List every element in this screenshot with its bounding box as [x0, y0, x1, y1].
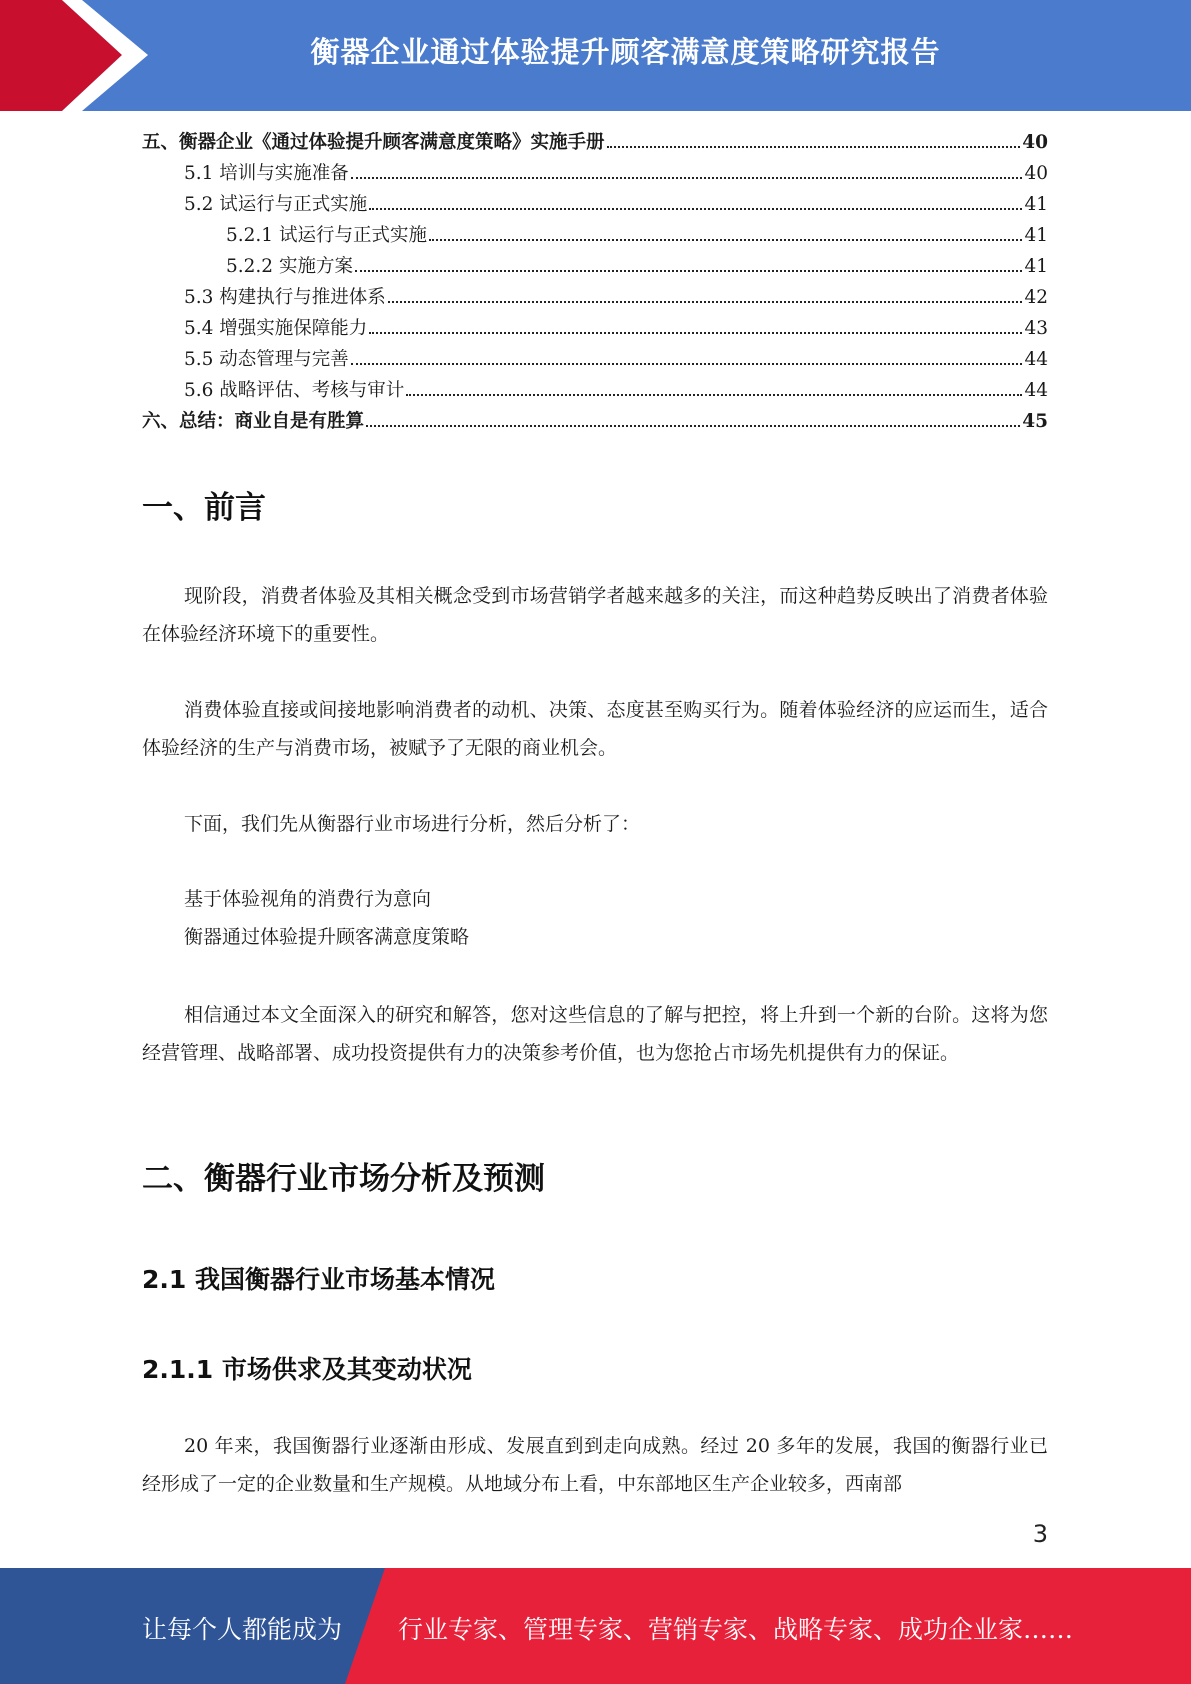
toc-entry-page: 40 — [1024, 163, 1048, 184]
toc-entry-page: 41 — [1024, 256, 1048, 277]
toc-entry-label: 5.4 增强实施保障能力 — [184, 318, 368, 339]
toc-entry[interactable] — [142, 221, 1048, 252]
toc-entry[interactable] — [142, 252, 1048, 283]
toc-leader-dots — [406, 394, 1022, 396]
toc-entry[interactable] — [142, 190, 1048, 221]
toc-leader-dots — [366, 425, 1020, 427]
toc-entry-label: 5.2 试运行与正式实施 — [184, 194, 368, 215]
subsection-heading-2-1: 2.1 我国衡器行业市场基本情况 — [142, 1265, 495, 1294]
toc-entry-label: 5.3 构建执行与推进体系 — [184, 287, 386, 308]
toc-entry[interactable] — [142, 376, 1048, 407]
toc-entry[interactable] — [142, 128, 1048, 159]
toc-entry-page: 41 — [1024, 225, 1048, 246]
page-number: 3 — [1032, 1520, 1048, 1548]
subsection-heading-2-1-1: 2.1.1 市场供求及其变动状况 — [142, 1355, 472, 1384]
preface-paragraph-1: 现阶段，消费者体验及其相关概念受到市场营销学者越来越多的关注，而这种趋势反映出了消费者体验在体验经济环境下的重要性。 — [142, 585, 1048, 645]
toc-leader-dots — [388, 301, 1023, 303]
table-of-contents — [142, 128, 1048, 438]
toc-entry-page: 43 — [1024, 318, 1048, 339]
preface-paragraph-3: 下面，我们先从衡器行业市场进行分析，然后分析了： — [184, 813, 641, 835]
list-item: 基于体验视角的消费行为意向 — [184, 888, 432, 910]
toc-leader-dots — [351, 363, 1023, 365]
toc-entry[interactable] — [142, 314, 1048, 345]
footer-band — [0, 1568, 1191, 1684]
footer-slogan-right: 行业专家、管理专家、营销专家、战略专家、成功企业家…… — [398, 1615, 1074, 1644]
header-band — [0, 0, 1191, 111]
report-title: 衡器企业通过体验提升顾客满意度策略研究报告 — [310, 35, 941, 69]
preface-paragraph-4: 相信通过本文全面深入的研究和解答，您对这些信息的了解与把控，将上升到一个新的台阶。这将为您经营管理、战略部署、成功投资提供有力的决策参考价值，也为您抢占市场先机提供有力的保证。 — [142, 1004, 1048, 1064]
section-heading-market-analysis: 二、衡器行业市场分析及预测 — [142, 1161, 545, 1197]
toc-entry-label: 5.1 培训与实施准备 — [184, 163, 349, 184]
preface-paragraph-2: 消费体验直接或间接地影响消费者的动机、决策、态度甚至购买行为。随着体验经济的应运而生，适合体验经济的生产与消费市场，被赋予了无限的商业机会。 — [142, 699, 1048, 759]
toc-entry-page: 40 — [1022, 132, 1048, 153]
toc-entry-label: 5.5 动态管理与完善 — [184, 349, 349, 370]
toc-entry[interactable] — [142, 283, 1048, 314]
toc-entry-label: 六、总结：商业自是有胜算 — [142, 411, 365, 432]
toc-leader-dots — [369, 208, 1022, 210]
toc-entry-page: 44 — [1024, 349, 1048, 370]
toc-leader-dots — [355, 270, 1023, 272]
toc-leader-dots — [351, 177, 1023, 179]
section-heading-preface: 一、前言 — [142, 490, 266, 526]
toc-entry-page: 42 — [1024, 287, 1048, 308]
toc-leader-dots — [607, 146, 1021, 148]
toc-entry-label: 5.2.2 实施方案 — [226, 256, 353, 277]
toc-leader-dots — [369, 332, 1022, 334]
footer-slogan-left: 让每个人都能成为 — [142, 1615, 343, 1644]
toc-entry-label: 五、衡器企业《通过体验提升顾客满意度策略》实施手册 — [142, 132, 605, 153]
toc-leader-dots — [429, 239, 1022, 241]
toc-entry-label: 5.6 战略评估、考核与审计 — [184, 380, 405, 401]
toc-entry[interactable] — [142, 407, 1048, 438]
toc-entry-page: 44 — [1024, 380, 1048, 401]
list-item: 衡器通过体验提升顾客满意度策略 — [184, 926, 470, 948]
toc-entry-page: 45 — [1022, 411, 1048, 432]
toc-entry[interactable] — [142, 345, 1048, 376]
toc-entry-label: 5.2.1 试运行与正式实施 — [226, 225, 427, 246]
toc-entry-page: 41 — [1024, 194, 1048, 215]
toc-entry[interactable] — [142, 159, 1048, 190]
market-paragraph-1: 20 年来，我国衡器行业逐渐由形成、发展直到到走向成熟。经过 20 多年的发展，我国的衡器行业已经形成了一定的企业数量和生产规模。从地域分布上看，中东部地区生产企业较多，西南部 — [142, 1435, 1048, 1495]
preface-list — [184, 880, 469, 956]
